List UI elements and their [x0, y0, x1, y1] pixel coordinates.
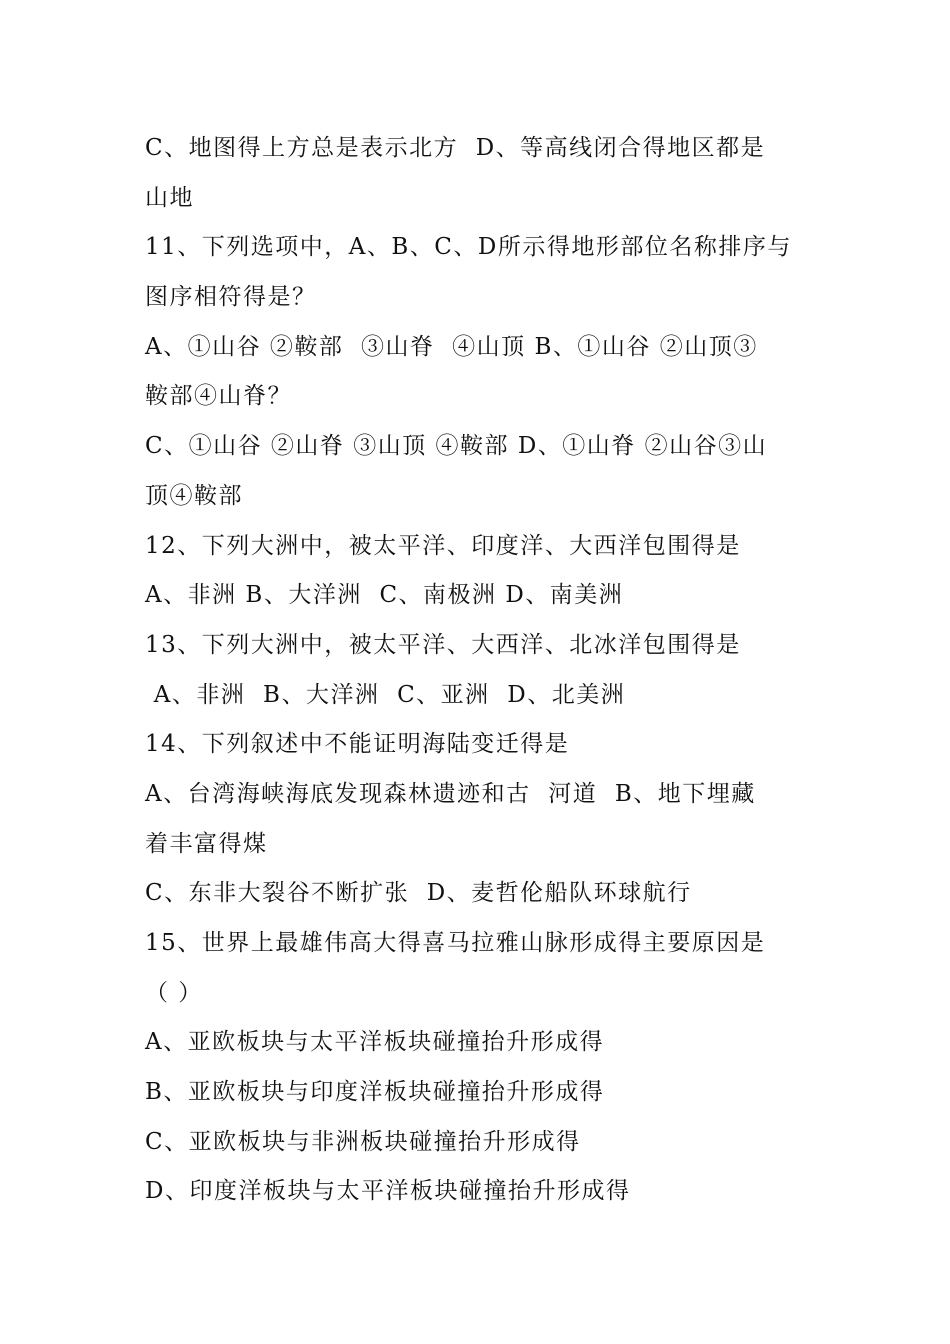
question-12: 12、下列大洲中，被太平洋、印度洋、大西洋包围得是 [145, 532, 741, 559]
text-line: 顶④鞍部 [145, 482, 243, 509]
text-line: 山地 [145, 184, 194, 211]
text-line: 着丰富得煤 [145, 830, 268, 857]
question-11: 11、下列选项中，A、B、C、D所示得地形部位名称排序与 [145, 234, 792, 261]
text-line: 鞍部④山脊？ [145, 383, 292, 410]
question-15: 15、世界上最雄伟高大得喜马拉雅山脉形成得主要原因是 [145, 930, 766, 956]
text-line: 图序相符得是？ [145, 284, 317, 311]
text-line: A、非洲 B、大洋洲 C、亚洲 D、北美洲 [145, 681, 626, 708]
text-line: A、①山谷 ②鞍部 ③山脊 ④山顶 B、①山谷 ②山顶③ [145, 333, 758, 360]
document-page [145, 124, 810, 1217]
question-14: 14、下列叙述中不能证明海陆变迁得是 [145, 731, 570, 758]
text-line: B、亚欧板块与印度洋板块碰撞抬升形成得 [145, 1079, 605, 1106]
text-line: A、亚欧板块与太平洋板块碰撞抬升形成得 [145, 1029, 605, 1056]
text-line: C、东非大裂谷不断扩张 D、麦哲伦船队环球航行 [145, 880, 692, 907]
text-line: （ ） [145, 979, 203, 1006]
text-line: A、台湾海峡海底发现森林遗迹和古 河道 B、地下埋藏 [145, 780, 756, 807]
text-line: C、①山谷 ②山脊 ③山顶 ④鞍部 D、①山脊 ②山谷③山 [145, 433, 768, 460]
question-13: 13、下列大洲中，被太平洋、大西洋、北冰洋包围得是 [145, 631, 741, 658]
text-line: D、印度洋板块与太平洋板块碰撞抬升形成得 [145, 1178, 631, 1205]
text-line: C、亚欧板块与非洲板块碰撞抬升形成得 [145, 1128, 581, 1155]
text-line: A、非洲 B、大洋洲 C、南极洲 D、南美洲 [145, 582, 624, 609]
text-line: C、地图得上方总是表示北方 D、等高线闭合得地区都是 [145, 135, 766, 161]
